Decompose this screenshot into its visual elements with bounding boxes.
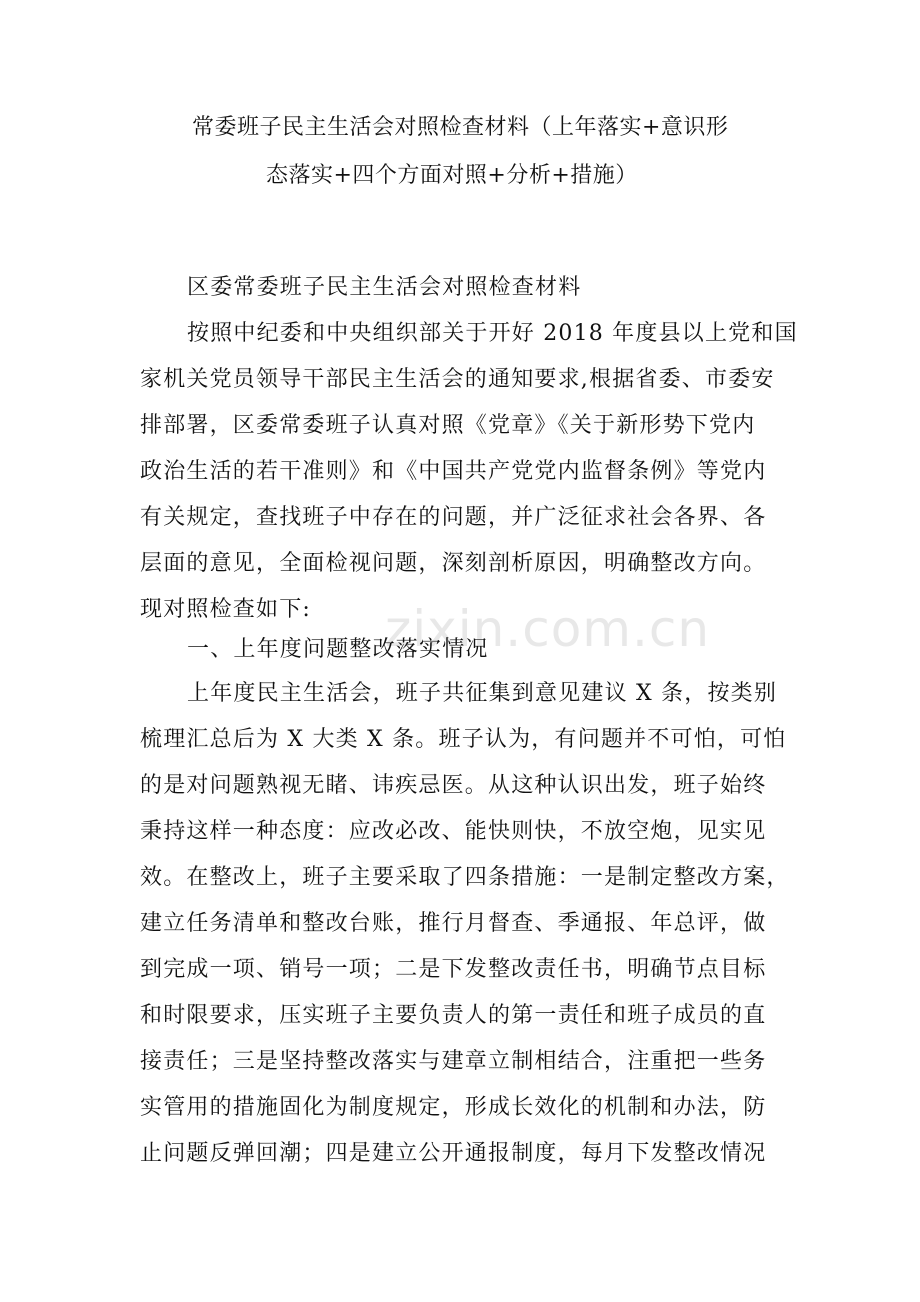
body-line: 政治生活的若干准则》和《中国共产党党内监督条例》等党内 [140, 459, 767, 484]
subsection-heading: 一、上年度问题整改落实情况 [187, 637, 489, 662]
body-line: 的是对问题熟视无睹、讳疾忌医。从这种认识出发，班子始终 [140, 773, 767, 798]
body-line: 到完成一项、销号一项；二是下发整改责任书，明确节点目标 [140, 957, 767, 982]
body-line: 层面的意见，全面检视问题，深刻剖析原因，明确整改方向。 [140, 551, 767, 576]
body-line: 梳理汇总后为 X 大类 X 条。班子认为，有问题并不可怕，可怕 [140, 727, 787, 752]
body-line: 和时限要求，压实班子主要负责人的第一责任和班子成员的直 [140, 1003, 767, 1028]
body-line: 效。在整改上，班子主要采取了四条措施：一是制定整改方案， [140, 865, 790, 890]
body-line: 秉持这样一种态度：应改必改、能快则快，不放空炮，见实见 [140, 819, 767, 844]
watermark: zixin.com.cn [385, 600, 711, 658]
section-heading: 区委常委班子民主生活会对照检查材料 [187, 275, 582, 300]
body-line: 上年度民主生活会，班子共征集到意见建议 X 条，按类别 [187, 681, 778, 706]
document-title-line-2: 态落实+四个方面对照+分析+措施） [266, 163, 638, 188]
body-line: 实管用的措施固化为制度规定，形成长效化的机制和办法，防 [140, 1095, 767, 1120]
document-title-line-1: 常委班子民主生活会对照检查材料（上年落实+意识形 [192, 115, 729, 140]
body-line: 接责任；三是坚持整改落实与建章立制相结合，注重把一些务 [140, 1049, 767, 1074]
body-line: 家机关党员领导干部民主生活会的通知要求,根据省委、市委安 [140, 367, 775, 392]
body-line: 止问题反弹回潮；四是建立公开通报制度，每月下发整改情况 [140, 1141, 767, 1166]
body-line: 建立任务清单和整改台账，推行月督查、季通报、年总评，做 [140, 911, 767, 936]
body-line: 按照中纪委和中央组织部关于开好 2018 年度县以上党和国 [187, 321, 798, 346]
body-line: 现对照检查如下: [140, 597, 312, 622]
body-line: 有关规定，查找班子中存在的问题，并广泛征求社会各界、各 [140, 505, 767, 530]
body-line: 排部署，区委常委班子认真对照《党章》《关于新形势下党内 [140, 413, 756, 438]
